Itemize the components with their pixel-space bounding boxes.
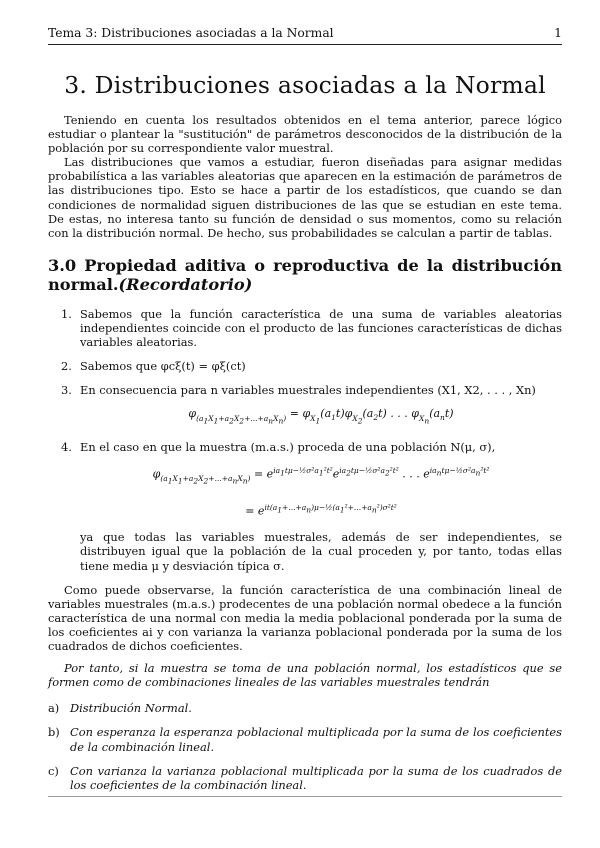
intro-paragraph-2: Las distribuciones que vamos a estudiar, fueron diseñadas para asignar medidas probabilística a las variables aleatorias que aparecen en la estimación de parámetros de las distribuciones tipo. Esto se hace a partir de los estadísticos, que cuando se dan condiciones de normalidad siguen distribuciones de las que se estudian en este tema. De estas, no interesa tanto su función de densidad o sus momentos, como su relación con la distribución normal. De hecho, sus probabilidades se calculan a partir de tablas. — [48, 155, 562, 240]
property-text: En el caso en que la muestra (m.a.s.) proceda de una población N(μ, σ), — [80, 440, 496, 455]
property-list — [48, 307, 562, 573]
conclusion-mark: a) — [48, 701, 60, 716]
property-item-4 — [48, 440, 562, 573]
intro-paragraph-1: Teniendo en cuenta los resultados obtenidos en el tema anterior, parece lógico estudiar o plantear la "sustitución" de parámetros desconocidos de la distribución de la población por su correspondiente valor muestral. — [48, 113, 562, 156]
conclusion-mark: c) — [48, 763, 59, 778]
page — [48, 26, 562, 802]
property-item-1 — [48, 307, 562, 349]
property-number: 3. — [61, 383, 72, 398]
property-text: En consecuencia para n variables muestrales independientes (X1, X2, . . . , Xn) — [80, 383, 536, 398]
footer-rule — [48, 796, 562, 797]
section-heading-suffix: (Recordatorio) — [118, 275, 253, 295]
property-item-3 — [48, 383, 562, 428]
property-text-continued: ya que todas las variables muestrales, además de ser independientes, se distribuyen igual que la población de la cual proceden y, por tanto, todas ellas tiene media μ y desviación típica σ. — [80, 530, 562, 573]
property-number: 2. — [61, 359, 72, 374]
property-text: Sabemos que φcξ(t) = φξ(ct) — [80, 359, 246, 374]
running-title: Tema 3: Distribuciones asociadas a la Normal — [48, 26, 334, 40]
italic-paragraph: Por tanto, si la muestra se toma de una población normal, los estadísticos que se formen como de combinaciones lineales de las variables muestrales tendrán — [48, 661, 562, 690]
conclusion-text: Con esperanza la esperanza poblacional multiplicada por la suma de los coeficientes de la combinación lineal. — [70, 725, 562, 754]
conclusion-list — [48, 701, 562, 791]
section-heading — [48, 256, 562, 295]
conclusion-mark: b) — [48, 725, 60, 740]
property-item-2 — [48, 359, 562, 373]
page-number: 1 — [554, 26, 562, 40]
body-paragraph: Como puede observarse, la función característica de una combinación lineal de variables muestrales (m.a.s.) prodecentes de una población normal obedece a la función característica de una normal con media la media poblacional ponderada por la suma de los coeficientes ai y con varianza la varianza poblacional ponderada por la suma de los cuadrados de dichos coeficientes. — [48, 582, 562, 654]
conclusion-item-c — [48, 764, 562, 792]
equation-normal-product: $\varphi_{(a_1X_1+a_2X_2+...+a_nX_n)} = e^{ia_1t\mu-\frac{1}{2}\sigma^2a_1^2t^2}e^{ia_2t\mu-\frac{1}{2}\sigma^2a_2^2t^2}$ . . . $e^{ia_nt\mu-\frac{1}{2}\sigma^2a_n^2t^2}$ — [152, 466, 490, 486]
section-heading-text: 3.0 Propiedad aditiva o reproductiva de la distribución normal. — [48, 255, 562, 295]
conclusion-item-a — [48, 701, 562, 715]
property-number: 1. — [61, 306, 72, 321]
equation-normal-combined: = $e^{it(a_1+...+a_n)\mu-\frac{1}{2}(a_1^2+...+a_n^2)\sigma^2t^2}$ — [245, 502, 397, 518]
conclusion-text: Con varianza la varianza poblacional multiplicada por la suma de los cuadrados de los coeficientes de la combinación lineal. — [70, 763, 562, 792]
chapter-title: 3. Distribuciones asociadas a la Normal — [64, 71, 546, 99]
conclusion-item-b — [48, 725, 562, 753]
equation-charfn-sum: $\varphi_{(a_1X_1+a_2X_2+...+a_nX_n)} = \varphi_{X_1}(a_1t)\varphi_{X_2}(a_2t)$ . . . $\varphi_{X_n}(a_nt)$ — [188, 407, 454, 425]
running-header — [48, 26, 562, 45]
property-text: Sabemos que la función característica de una suma de variables aleatorias independientes coincide con el producto de las funciones características de dichas variables aleatorias. — [80, 306, 562, 350]
conclusion-text: Distribución Normal. — [70, 701, 192, 716]
property-number: 4. — [61, 440, 72, 455]
